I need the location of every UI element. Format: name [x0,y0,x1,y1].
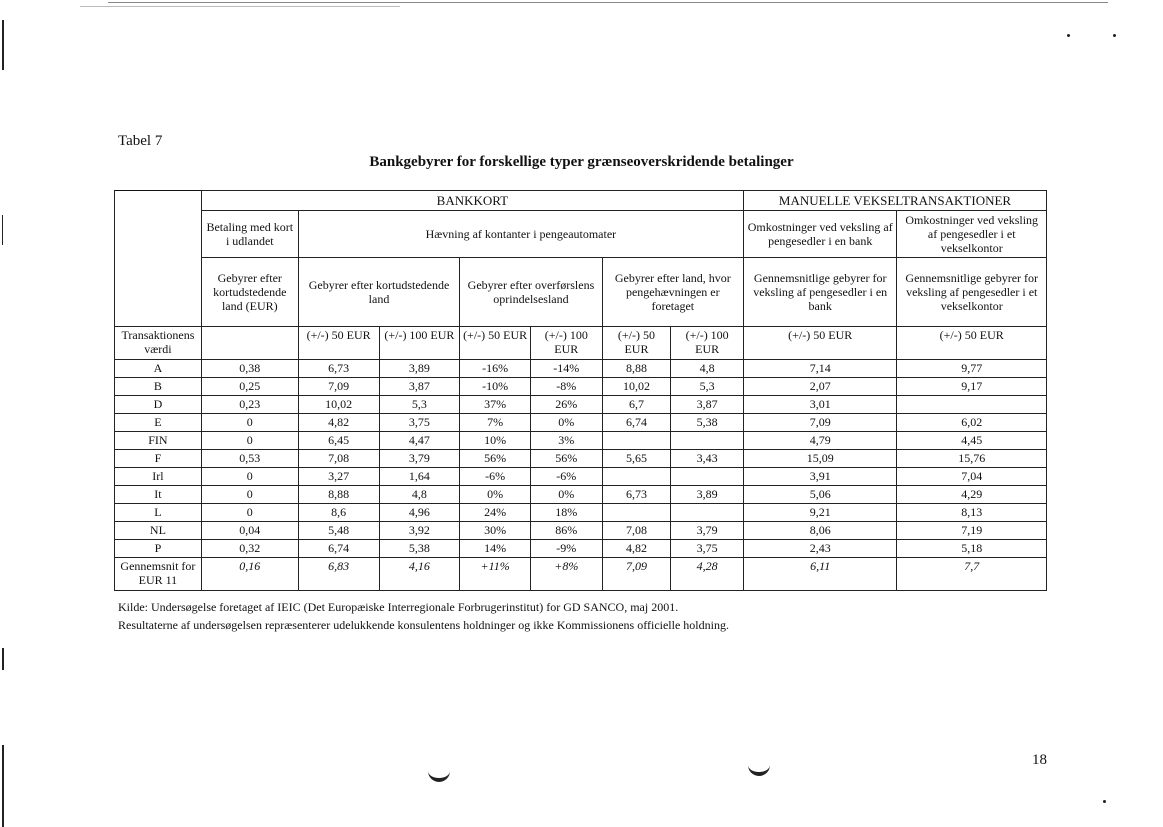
cell-overf50: 14% [460,540,531,558]
header-gebyr-overf: Gebyrer efter overførslens oprindelsesland [460,258,602,327]
cell-haev100: 3,79 [671,522,744,540]
avg-cell-haev50: 7,09 [602,558,671,591]
header-haevning: Hævning af kontanter i pengeautomater [298,211,743,258]
cell-land: E [115,414,202,432]
cell-overf50: 10% [460,432,531,450]
header-manuelle: MANUELLE VEKSELTRANSAKTIONER [743,191,1046,211]
cell-kort100: 3,79 [379,450,460,468]
cell-land: B [115,378,202,396]
header-overf-50: (+/-) 50 EUR [460,327,531,360]
header-empty-cell [201,327,298,360]
cell-haev100 [671,468,744,486]
cell-haev100: 5,3 [671,378,744,396]
cell-haev50: 6,7 [602,396,671,414]
cell-haev100: 5,38 [671,414,744,432]
avg-cell-kort100: 4,16 [379,558,460,591]
cell-land: P [115,540,202,558]
cell-bank: 3,91 [743,468,896,486]
header-betaling: Betaling med kort i udlandet [201,211,298,258]
scan-artifact-mark [2,215,3,245]
cell-kort50: 7,09 [298,378,379,396]
cell-kort100: 4,8 [379,486,460,504]
cell-bank: 5,06 [743,486,896,504]
cell-kort50: 5,48 [298,522,379,540]
cell-kort100: 4,47 [379,432,460,450]
cell-kort50: 8,88 [298,486,379,504]
cell-overf50: 0% [460,486,531,504]
header-empty-cell [115,191,202,211]
cell-overf100: 56% [530,450,602,468]
cell-overf50: 37% [460,396,531,414]
cell-overf100: -8% [530,378,602,396]
cell-overf50: 30% [460,522,531,540]
cell-betaling: 0,53 [201,450,298,468]
page-number: 18 [1032,752,1047,768]
table-row [115,468,1047,486]
cell-kort100: 3,92 [379,522,460,540]
table-body [115,360,1047,591]
cell-kontor: 9,17 [897,378,1047,396]
cell-kort50: 3,27 [298,468,379,486]
cell-haev100 [671,432,744,450]
cell-kontor: 6,02 [897,414,1047,432]
cell-haev100: 4,8 [671,360,744,378]
cell-kort50: 10,02 [298,396,379,414]
fees-table [114,190,1047,591]
scan-artifact-dot [1067,34,1070,37]
cell-betaling: 0 [201,486,298,504]
cell-land: Irl [115,468,202,486]
cell-haev50: 8,88 [602,360,671,378]
cell-kort50: 8,6 [298,504,379,522]
table-row [115,378,1047,396]
average-row [115,558,1047,591]
header-gns-bank: Gennemsnitlige gebyrer for veksling af pengesedler i en bank [743,258,896,327]
table-title: Bankgebyrer for forskellige typer grænseoverskridende betalinger [369,154,794,170]
cell-overf100: -14% [530,360,602,378]
cell-betaling: 0,23 [201,396,298,414]
cell-betaling: 0 [201,414,298,432]
cell-overf50: -16% [460,360,531,378]
avg-cell-overf50: +11% [460,558,531,591]
scan-artifact-dot [1103,800,1106,803]
cell-betaling: 0,04 [201,522,298,540]
header-gebyr-haev: Gebyrer efter land, hvor pengehævningen er foretaget [602,258,743,327]
cell-haev50 [602,504,671,522]
cell-overf50: -10% [460,378,531,396]
cell-kort100: 3,89 [379,360,460,378]
scan-artifact-dot [1113,34,1116,37]
table-row [115,396,1047,414]
cell-overf100: 26% [530,396,602,414]
cell-bank: 9,21 [743,504,896,522]
cell-haev50: 7,08 [602,522,671,540]
avg-cell-kort50: 6,83 [298,558,379,591]
cell-overf100: -6% [530,468,602,486]
table-row [115,522,1047,540]
cell-kontor: 5,18 [897,540,1047,558]
table-row [115,504,1047,522]
avg-cell-haev100: 4,28 [671,558,744,591]
table-row [115,540,1047,558]
table-caption: Tabel 7 [118,133,163,149]
cell-bank: 7,09 [743,414,896,432]
cell-haev100: 3,89 [671,486,744,504]
scan-artifact-smudge [428,768,450,782]
cell-haev100: 3,43 [671,450,744,468]
cell-kort50: 6,73 [298,360,379,378]
cell-betaling: 0,32 [201,540,298,558]
cell-land: F [115,450,202,468]
cell-kort100: 4,96 [379,504,460,522]
cell-land: It [115,486,202,504]
cell-haev50: 6,73 [602,486,671,504]
cell-land: A [115,360,202,378]
cell-land: D [115,396,202,414]
avg-cell-overf100: +8% [530,558,602,591]
header-gns-kontor: Gennemsnitlige gebyrer for veksling af pengesedler i et vekselkontor [897,258,1047,327]
cell-bank: 15,09 [743,450,896,468]
avg-cell-kontor: 7,7 [897,558,1047,591]
table-row [115,414,1047,432]
cell-haev50 [602,468,671,486]
cell-bank: 4,79 [743,432,896,450]
cell-kontor: 7,19 [897,522,1047,540]
header-kontor-50: (+/-) 50 EUR [897,327,1047,360]
cell-kontor: 9,77 [897,360,1047,378]
header-trans-vaerdi: Transaktionens værdi [115,327,202,360]
cell-overf100: 0% [530,414,602,432]
footer-source: Kilde: Undersøgelse foretaget af IEIC (Det Europæiske Interregionale Forbrugerinstitut) for GD SANCO, maj 2001. [118,600,679,614]
cell-kort50: 4,82 [298,414,379,432]
cell-overf50: -6% [460,468,531,486]
cell-land: FIN [115,432,202,450]
header-empty-cell [115,211,202,258]
cell-bank: 3,01 [743,396,896,414]
cell-kort100: 5,3 [379,396,460,414]
avg-cell-bank: 6,11 [743,558,896,591]
cell-betaling: 0,25 [201,378,298,396]
header-row-values [115,327,1047,360]
cell-overf50: 24% [460,504,531,522]
header-omk-kontor: Omkostninger ved veksling af pengesedler i et vekselkontor [897,211,1047,258]
cell-haev50: 10,02 [602,378,671,396]
cell-kort50: 6,45 [298,432,379,450]
cell-overf50: 7% [460,414,531,432]
scan-artifact-mark [2,648,4,670]
table-row [115,450,1047,468]
scan-artifact-smudge [748,762,770,776]
cell-kort100: 3,75 [379,414,460,432]
header-bankkort: BANKKORT [201,191,743,211]
cell-kort100: 1,64 [379,468,460,486]
cell-overf50: 56% [460,450,531,468]
header-overf-100: (+/-) 100 EUR [530,327,602,360]
scan-artifact-mark [2,20,4,70]
cell-bank: 7,14 [743,360,896,378]
cell-betaling: 0 [201,468,298,486]
cell-land: L [115,504,202,522]
cell-kort50: 6,74 [298,540,379,558]
cell-overf100: 18% [530,504,602,522]
header-empty-cell [115,258,202,327]
cell-haev50: 4,82 [602,540,671,558]
avg-cell-land: Gennemsnit for EUR 11 [115,558,202,591]
header-bank-50: (+/-) 50 EUR [743,327,896,360]
cell-overf100: 0% [530,486,602,504]
cell-haev100: 3,75 [671,540,744,558]
cell-kontor: 8,13 [897,504,1047,522]
cell-overf100: 86% [530,522,602,540]
cell-haev100: 3,87 [671,396,744,414]
cell-kontor: 4,45 [897,432,1047,450]
cell-haev50: 5,65 [602,450,671,468]
cell-bank: 2,07 [743,378,896,396]
table-row [115,432,1047,450]
cell-betaling: 0 [201,504,298,522]
cell-haev50: 6,74 [602,414,671,432]
header-kort-50: (+/-) 50 EUR [298,327,379,360]
scan-artifact-line [108,2,1108,3]
cell-overf100: 3% [530,432,602,450]
cell-betaling: 0 [201,432,298,450]
table-row [115,486,1047,504]
header-kort-100: (+/-) 100 EUR [379,327,460,360]
cell-land: NL [115,522,202,540]
footer-note: Resultaterne af undersøgelsen repræsenterer udelukkende konsulentens holdninger og ikke Kommissionens officielle holdning. [118,618,729,632]
cell-kontor [897,396,1047,414]
cell-bank: 8,06 [743,522,896,540]
header-row-groups [115,191,1047,211]
cell-kontor: 15,76 [897,450,1047,468]
cell-kontor: 7,04 [897,468,1047,486]
scan-artifact-line [80,6,400,7]
header-row-fee-types [115,258,1047,327]
cell-haev50 [602,432,671,450]
header-row-categories [115,211,1047,258]
header-gebyr-kortland: Gebyrer efter kortudstedende land (EUR) [201,258,298,327]
header-gebyr-kortland2: Gebyrer efter kortudstedende land [298,258,460,327]
cell-overf100: -9% [530,540,602,558]
cell-kort50: 7,08 [298,450,379,468]
cell-betaling: 0,38 [201,360,298,378]
cell-kort100: 5,38 [379,540,460,558]
header-omk-bank: Omkostninger ved veksling af pengesedler i en bank [743,211,896,258]
table-row [115,360,1047,378]
cell-bank: 2,43 [743,540,896,558]
header-haev-100: (+/-) 100 EUR [671,327,744,360]
cell-kontor: 4,29 [897,486,1047,504]
cell-haev100 [671,504,744,522]
cell-kort100: 3,87 [379,378,460,396]
avg-cell-betaling: 0,16 [201,558,298,591]
header-haev-50: (+/-) 50 EUR [602,327,671,360]
scan-artifact-mark [2,745,4,827]
